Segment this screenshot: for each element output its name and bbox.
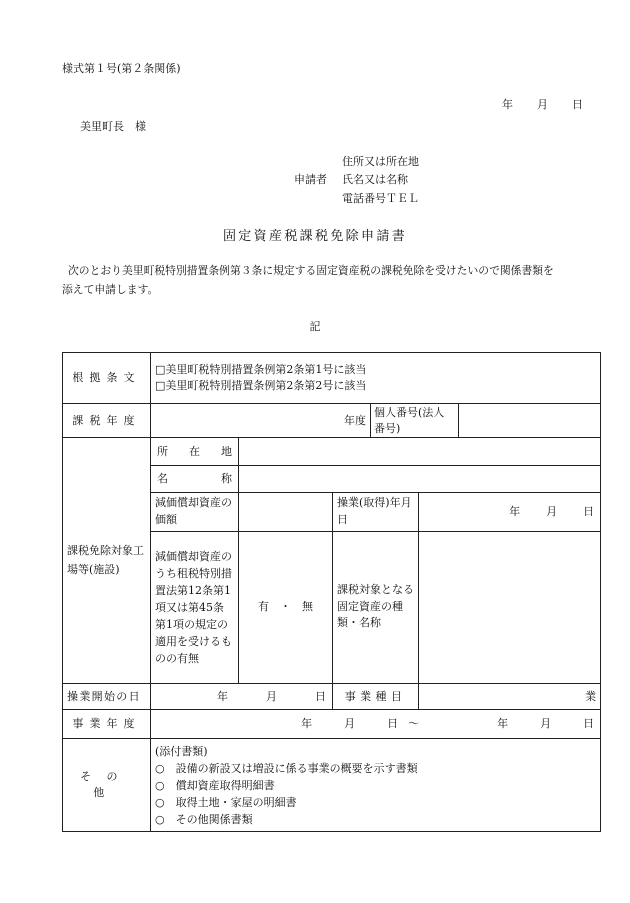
basis-label: 根拠条文	[63, 353, 151, 404]
attach-item-3: ○ 取得土地・家屋の明細書	[155, 795, 297, 809]
personal-number-label: 個人番号(法人番号)	[371, 404, 459, 438]
addressee: 美里町長 様	[80, 120, 146, 133]
record-mark: 記	[309, 320, 321, 333]
by-month-2: 月	[540, 717, 552, 731]
attach-item-4: ○ その他関係書類	[155, 812, 253, 826]
business-year-label: 事業年度	[63, 710, 151, 739]
name-label-cell	[151, 465, 239, 492]
basis-option-2-checkbox[interactable]: □美里町税特別措置条例第2条第2号に該当	[155, 379, 367, 393]
business-type-label: 事業種目	[333, 683, 419, 710]
business-year-field[interactable]	[151, 710, 601, 739]
date-month: 月	[537, 98, 548, 111]
location-label: 所 在 地	[157, 444, 232, 458]
op-year: 年	[509, 504, 521, 518]
applicant-tel: 電話番号ＴＥＬ	[342, 192, 419, 205]
basis-option-1-checkbox[interactable]: □美里町税特別措置条例第2条第1号に該当	[155, 363, 367, 377]
personal-number-field[interactable]	[459, 404, 601, 438]
by-year-2: 年	[497, 717, 509, 731]
attach-item-2: ○ 償却資産取得明細書	[155, 778, 275, 792]
yes-no-options[interactable]: 有 ・ 無	[239, 531, 333, 683]
business-type-field[interactable]	[419, 683, 601, 710]
attach-header: (添付書類)	[155, 744, 208, 758]
tax-year-unit: 年度	[344, 413, 366, 427]
application-table	[62, 352, 601, 832]
location-label-cell	[151, 438, 239, 466]
form-number: 様式第１号(第２条関係)	[62, 62, 181, 75]
asset-type-field[interactable]	[419, 531, 601, 683]
bs-day: 日	[315, 689, 326, 703]
basis-cell	[151, 353, 601, 404]
applicant-address: 住所又は所在地	[342, 155, 419, 168]
body-line-2: 添えて申請します。	[62, 283, 159, 296]
business-type-suffix: 業	[585, 689, 597, 703]
attach-item-1: ○ 設備の新設又は増設に係る事業の概要を示す書類	[155, 761, 418, 775]
tax-year-label: 課税年度	[63, 404, 151, 438]
body-line-1: 次のとおり美里町税特別措置条例第３条に規定する固定資産税の課税免除を受けたいので関係書類を	[68, 264, 554, 277]
applicant-label: 申請者	[294, 173, 327, 186]
by-month-1: 月	[344, 717, 356, 731]
depreciable-field[interactable]	[239, 492, 333, 531]
special-measure-label: 減価償却資産のうち租税特別措置法第12条第1項又は第45条第1項の規定の適用を受けるものの有無	[151, 531, 239, 683]
attachments-cell	[151, 739, 601, 832]
bs-month: 月	[266, 689, 277, 703]
date-day: 日	[572, 98, 583, 111]
name-label: 名 称	[157, 471, 232, 485]
date-year: 年	[502, 98, 513, 111]
location-field[interactable]	[239, 438, 601, 466]
name-field[interactable]	[239, 465, 601, 492]
business-start-field[interactable]	[151, 683, 333, 710]
document-title: 固定資産税課税免除申請書	[222, 229, 408, 244]
target-facility-label: 課税免除対象工場等(施設)	[63, 438, 151, 684]
asset-type-label: 課税対象となる固定資産の種類・名称	[333, 531, 419, 683]
by-day-1: 日	[387, 717, 399, 731]
bs-year: 年	[217, 689, 228, 703]
by-year-1: 年	[301, 717, 313, 731]
applicant-name: 氏名又は名称	[342, 173, 408, 186]
business-start-label: 操業開始の日	[63, 683, 151, 710]
op-month: 月	[546, 504, 558, 518]
op-start-label: 操業(取得)年月日	[333, 492, 419, 531]
op-day: 日	[583, 504, 595, 518]
op-start-field[interactable]	[419, 492, 601, 531]
by-day-2: 日	[583, 717, 595, 731]
by-tilde: ～	[408, 717, 420, 731]
depreciable-label: 減価償却資産の価額	[151, 492, 239, 531]
tax-year-field[interactable]	[151, 404, 371, 438]
other-label: その他	[63, 739, 151, 832]
